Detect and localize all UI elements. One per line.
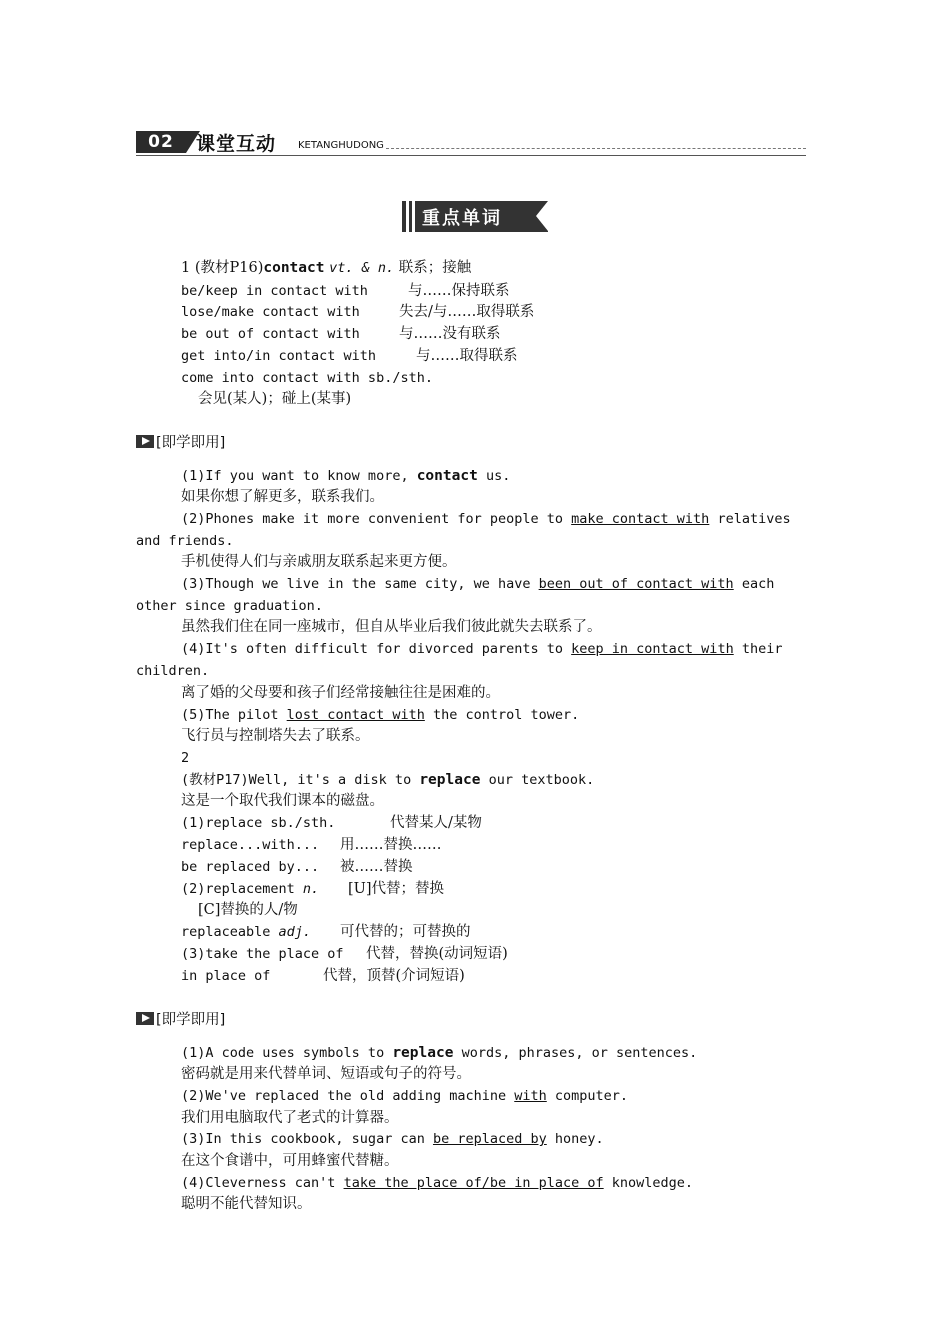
example-translation: 我们用电脑取代了老式的计算器。 — [181, 1110, 399, 1126]
word1-phrase-en: be out of contact with — [181, 326, 360, 342]
word1-phrase-zh: 与……没有联系 — [399, 326, 501, 342]
sentence-part: (2)We've replaced the old adding machine — [181, 1088, 515, 1104]
answer-underlined: been out of contact with — [538, 576, 734, 592]
sentence-part: knowledge. — [603, 1175, 694, 1191]
word2-usage-zh: 被……替换 — [340, 859, 413, 875]
word1-phrase-zh: 会见(某人)；碰上(某事) — [198, 391, 352, 407]
section-header — [136, 128, 806, 158]
practice-tag-label: [即学即用] — [156, 435, 226, 451]
usage-pos: n. — [302, 881, 320, 897]
word1-phrase-zh: 失去/与……取得联系 — [399, 304, 535, 320]
word1-meaning: 联系；接触 — [398, 260, 472, 276]
word2-number: 2 — [181, 750, 190, 766]
example-sentence — [181, 1043, 697, 1063]
sentence-part: (2)Phones make it more convenient for people to — [181, 511, 572, 527]
word1-phrase-en: lose/make contact with — [181, 304, 360, 320]
play-icon — [136, 1012, 154, 1025]
practice-tag — [136, 1008, 225, 1029]
word2-heading-translation: 这是一个取代我们课本的磁盘。 — [181, 793, 384, 809]
banner-title: 重点单词 — [422, 208, 502, 229]
sentence-part: words, phrases, or sentences. — [453, 1045, 698, 1061]
example-sentence — [181, 1129, 604, 1149]
sentence-part: (4)It's often difficult for divorced parents to — [181, 641, 572, 657]
word1-phrase-en: come into contact with sb./sth. — [181, 370, 433, 386]
sentence-part: relatives — [709, 511, 791, 527]
example-sentence-cont: and friends. — [136, 533, 234, 549]
example-sentence — [181, 509, 791, 529]
sentence-part: (5)The pilot — [181, 707, 287, 723]
sentence-part: (3)Though we live in the same city, we have — [181, 576, 539, 592]
answer-underlined: be replaced by — [432, 1131, 547, 1147]
sentence-part: (教材P17)Well, it's a disk to — [181, 772, 420, 788]
word2-usage-en — [181, 922, 311, 942]
word2-usage-zh: 代替某人/某物 — [390, 815, 482, 831]
example-translation: 聪明不能代替知识。 — [181, 1196, 312, 1212]
word2-usage-zh: 用……替换…… — [340, 837, 442, 853]
sentence-part: us. — [477, 468, 511, 484]
word2-usage-en: (1)replace sb./sth. — [181, 815, 336, 831]
word1-pos: vt. & n. — [329, 260, 395, 276]
word1-phrase-zh: 与……取得联系 — [416, 348, 518, 364]
topic-banner — [402, 201, 548, 232]
section-dashed-rule — [386, 148, 806, 149]
word1-phrase-en: be/keep in contact with — [181, 283, 368, 299]
example-sentence-cont: other since graduation. — [136, 598, 323, 614]
word2-usage-en: replace...with... — [181, 837, 320, 853]
word2-usage-en: be replaced by... — [181, 859, 320, 875]
answer-underlined: take the place of/be in place of — [343, 1175, 604, 1191]
word2-usage-zh: [C]替换的人/物 — [198, 902, 298, 918]
word2-usage-zh: 代替，顶替(介词短语) — [323, 968, 465, 984]
word2-term: replace — [419, 772, 481, 788]
answer-underlined: with — [514, 1088, 547, 1104]
sentence-part: our textbook. — [480, 772, 595, 788]
example-translation: 虽然我们住在同一座城市，但自从毕业后我们彼此就失去联系了。 — [181, 619, 602, 635]
word1-phrase-zh: 与……保持联系 — [408, 283, 510, 299]
section-title: 课堂互动 — [196, 133, 277, 155]
example-sentence — [181, 574, 774, 594]
example-translation: 离了婚的父母要和孩子们经常接触往往是困难的。 — [181, 685, 500, 701]
banner-notch — [536, 201, 548, 231]
play-icon — [136, 435, 154, 448]
word1-term: contact — [263, 260, 325, 276]
sentence-part: (4)Cleverness can't — [181, 1175, 344, 1191]
banner-bar-2 — [412, 201, 415, 232]
word2-usage-zh: 可代替的；可替换的 — [340, 924, 471, 940]
example-sentence — [181, 466, 510, 486]
answer-underlined: lost contact with — [286, 707, 425, 723]
answer-bold: contact — [416, 468, 478, 484]
example-translation: 密码就是用来代替单词、短语或句子的符号。 — [181, 1066, 471, 1082]
usage-word: replaceable — [181, 924, 279, 940]
sentence-part: (1)A code uses symbols to — [181, 1045, 393, 1061]
sentence-part: each — [733, 576, 775, 592]
example-sentence — [181, 639, 782, 659]
word2-usage-en: in place of — [181, 968, 271, 984]
word2-usage-en: (3)take the place of — [181, 946, 344, 962]
example-translation: 在这个食谱中，可用蜂蜜代替糖。 — [181, 1153, 399, 1169]
answer-bold: replace — [392, 1045, 454, 1061]
example-translation: 如果你想了解更多，联系我们。 — [181, 489, 384, 505]
sentence-part: (3)In this cookbook, sugar can — [181, 1131, 433, 1147]
practice-tag-label: [即学即用] — [156, 1012, 226, 1028]
word1-source: 1 (教材P16) — [181, 260, 264, 276]
sentence-part: computer. — [546, 1088, 629, 1104]
sentence-part: honey. — [546, 1131, 604, 1147]
section-subtitle: KETANGHUDONG — [298, 140, 384, 151]
sentence-part: (1)If you want to know more, — [181, 468, 417, 484]
usage-pos: adj. — [278, 924, 312, 940]
answer-underlined: keep in contact with — [571, 641, 734, 657]
word2-usage-zh: 代替，替换(动词短语) — [366, 946, 508, 962]
word1-phrase-en: get into/in contact with — [181, 348, 377, 364]
example-sentence-cont: children. — [136, 663, 210, 679]
example-translation: 飞行员与控制塔失去了联系。 — [181, 728, 370, 744]
practice-tag — [136, 431, 225, 452]
example-sentence — [181, 1173, 693, 1193]
usage-word: (2)replacement — [181, 881, 303, 897]
example-sentence — [181, 705, 579, 725]
section-rule — [136, 155, 806, 156]
sentence-part: their — [733, 641, 783, 657]
section-number: 02 — [136, 131, 186, 153]
example-translation: 手机使得人们与亲戚朋友联系起来更方便。 — [181, 554, 457, 570]
word2-heading — [181, 770, 594, 790]
word2-usage-zh: [U]代替；替换 — [348, 881, 445, 897]
answer-underlined: make contact with — [571, 511, 710, 527]
sentence-part: the control tower. — [424, 707, 580, 723]
banner-bar-1 — [406, 201, 409, 232]
word1-heading — [181, 258, 471, 278]
word2-usage-en — [181, 879, 319, 899]
example-sentence — [181, 1086, 628, 1106]
